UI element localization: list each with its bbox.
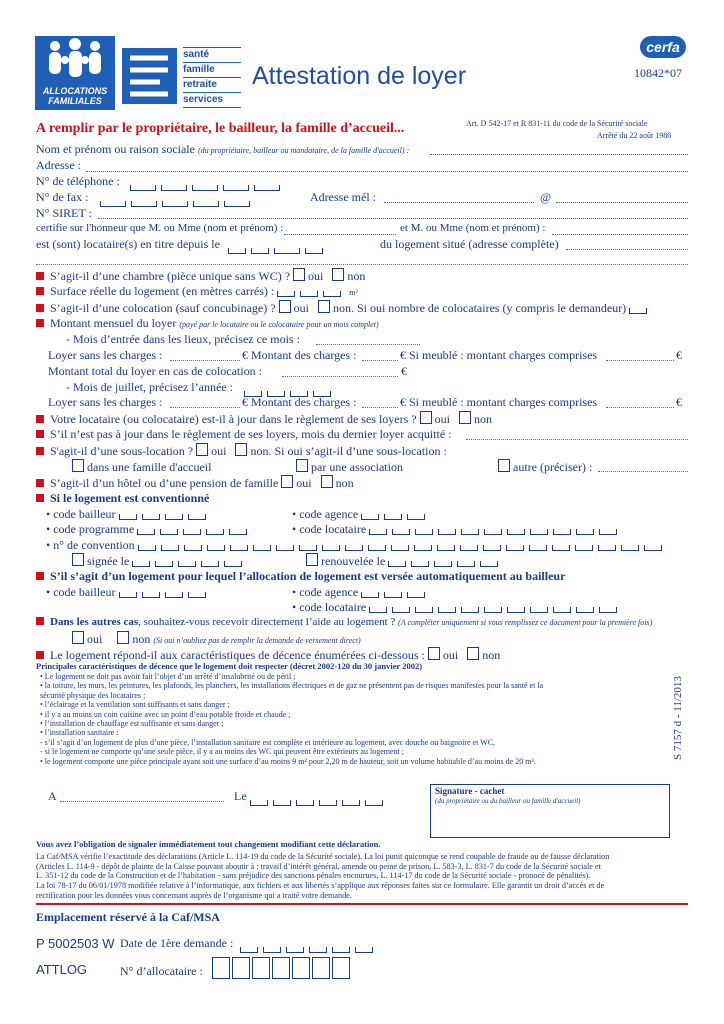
charges-field-2[interactable] [362, 407, 398, 408]
siret-label: N° SIRET : [36, 206, 92, 220]
q-not-paid: S’il n’est pas à jour dans le règlement de ses loyers, mois du dernier loyer acquitté : [36, 427, 452, 442]
caf-family-icon [35, 36, 115, 86]
legal-para-2 [36, 881, 604, 900]
bullet-square [36, 447, 44, 455]
legal-line: (Articles L. 114-9 - dépôt de plainte de la Caisse pouvant aboutir à : travail d’intérêt général, amende ou peine de prison, L. 583-3, L. 831-7 du code de la Sécurité sociale et [36, 861, 601, 871]
coloc-count-field[interactable] [629, 303, 652, 318]
q-auto: S’il s’agit d’un logement pour lequel l’allocation de logement est versée automatiquement au bailleur [36, 569, 565, 584]
decency-non-checkbox[interactable] [467, 647, 479, 660]
housing-label: du logement situé (adresse complète) [380, 237, 559, 251]
tenant1-field[interactable] [284, 234, 396, 235]
uptodate-non-checkbox[interactable] [459, 411, 471, 424]
email-label: Adresse mél : [310, 190, 376, 204]
siret-field[interactable] [98, 218, 688, 219]
name-field[interactable] [430, 154, 688, 155]
bullet-square [36, 319, 44, 327]
surface-field[interactable] [277, 286, 346, 301]
auto-code-bailleur-row: • code bailleur [46, 585, 211, 602]
euro-total: € [401, 364, 407, 378]
msa-line-1: santé [183, 47, 241, 62]
bullet-square [36, 572, 44, 580]
auto-code-agence-row: • code agence [292, 585, 430, 602]
page-title: Attestation de loyer [252, 62, 467, 90]
charges-label-2: € Montant des charges : [242, 395, 357, 409]
alloc-field[interactable] [212, 957, 352, 979]
and-label: et M. ou Mme (nom et prénom) : [400, 222, 546, 234]
legal-line: L. 351-12 du code de la Construction et de l’habitation - sans préjudice des sanctions pénales encourues, L. 114-17 du code de la Sécurité sociale - pronocé de pénalités). [36, 871, 591, 880]
name-note: (du propriétaire, bailleur ou mandataire, de la famille d'accueil) : [197, 146, 410, 155]
cerfa-number: 10842*07 [634, 66, 682, 80]
code-locataire-row: • code locataire [292, 522, 622, 539]
msa-line-4: services [183, 92, 241, 108]
july-label: - Mois de juillet, précisez l’année : [66, 380, 233, 394]
bullet-square [36, 287, 44, 295]
signature-note: (du propriétaire ou du bailleur ou famille d'accueil) [435, 797, 581, 805]
msa-services [183, 47, 241, 108]
rent-without-field-2[interactable] [170, 407, 240, 408]
principle-item: - si le logement ne comporte qu’une seule pièce, il y a au moins des WC qui peuvent être extérieurs au logement ; [40, 747, 404, 757]
certify-label: certifie sur l'honneur que M. ou Mme (nom et prénom) : [36, 222, 284, 234]
cerfa-logo: cerfa [640, 36, 686, 58]
principle-item: • le logement comporte une pièce principale ayant soit une surface d’au moins 9 m² pour 2,20 m de hauteur, soit un volume habitable d’au moins de 20 m³. [40, 756, 536, 766]
q-sublet: S'agit-il d’une sous-location ? oui non. Si oui s’agit-il d’une sous-location : [36, 443, 447, 459]
msa-line-2: famille [183, 62, 241, 77]
euro-2: € [676, 395, 682, 409]
reserved-code-1: P 5002503 W [36, 936, 115, 951]
room-oui-checkbox[interactable] [293, 268, 305, 281]
phone-field[interactable] [130, 178, 285, 195]
direct-oui-checkbox[interactable] [72, 631, 84, 644]
furnished-label-1: € Si meublé : montant charges comprises [400, 348, 598, 362]
address-label: Adresse : [36, 158, 81, 172]
legal-line: La Caf/MSA vérifie l’exactitude des déclarations (Article L. 114-19 du code de la Sécurité sociale). La loi punit quiconque se rend coupable de fraude ou de fausse déclaration [36, 852, 610, 861]
q-up-to-date: Votre locataire (ou colocataire) est-il à jour dans le règlement de ses loyers ? oui non [36, 411, 492, 427]
coloc-non-checkbox[interactable] [318, 300, 330, 313]
address-field[interactable] [86, 171, 688, 172]
phone-label: N° de téléphone : [36, 174, 120, 188]
le-label: Le [234, 789, 247, 803]
email-at: @ [540, 190, 552, 204]
msa-logo-icon [122, 48, 177, 104]
signature-title: Signature - cachet [435, 786, 505, 796]
euro-1: € [676, 348, 682, 362]
principle-item: • la toiture, les murs, les peintures, les plafonds, les planchers, les installations électriques et de gaz ne présentent pas de risques manifestes pour la santé et la [40, 681, 544, 691]
direct-non-checkbox[interactable] [117, 631, 129, 644]
msa-line-3: retraite [183, 77, 241, 92]
principle-item: sécurité physique des locataires ; [40, 690, 146, 700]
sublet-family: dans une famille d'accueil [72, 459, 211, 475]
email-field-user[interactable] [384, 202, 534, 203]
bullet-square [36, 617, 44, 625]
signee-row: signée le [72, 553, 247, 571]
q-room: S’agit-il d’une chambre (pièce unique sans WC) ? oui non [36, 268, 365, 284]
month-entry-label: - Mois d’entrée dans les lieux, précisez ce mois : [66, 332, 300, 346]
principle-item: • Le logement ne doit pas avoir fait l’objet d’un arrêté d’insalubrité ou de péril ; [40, 672, 296, 681]
association-checkbox[interactable] [296, 459, 308, 472]
caf-logo [35, 36, 115, 110]
bullet-square [36, 494, 44, 502]
sign-date-field[interactable] [250, 793, 388, 810]
uptodate-oui-checkbox[interactable] [420, 411, 432, 424]
name-label: Nom et prénom ou raison sociale [36, 142, 195, 156]
q-hotel: S’agit-il d’un hôtel ou d’une pension de famille oui non [36, 475, 354, 491]
rent-without-field-1[interactable] [170, 360, 240, 361]
auto-code-locataire-row: • code locataire [292, 600, 622, 617]
code-locataire-field[interactable] [369, 524, 622, 539]
a-label: A [48, 789, 57, 803]
auto-code-locataire-field[interactable] [369, 602, 622, 617]
q-surface: Surface réelle du logement (en mètres carrés) : m² [36, 284, 358, 301]
bullet-square [36, 304, 44, 312]
charges-field-1[interactable] [362, 360, 398, 361]
caf-logo-text: ALLOCATIONS FAMILIALES [42, 86, 108, 106]
principles-list [40, 672, 543, 766]
principles-heading: Principales caractéristiques de décence que le logement doit respecter (décret 2002-120 du 30 janvier 2002) [36, 661, 423, 671]
bullet-square [36, 479, 44, 487]
signee-checkbox[interactable] [72, 553, 84, 566]
q-rent: Montant mensuel du loyer (payé par le locataire ou le colocataire pour un mois complet) [36, 316, 379, 331]
code-agence-row: • code agence [292, 507, 430, 524]
q-decency: Le logement répond-il aux caractéristiques de décence énumérées ci-dessous : oui non [36, 647, 500, 663]
code-bailleur-row: • code bailleur [46, 507, 211, 524]
housing-field-2[interactable] [36, 264, 688, 265]
code-programme-row: • code programme [46, 522, 252, 539]
fax-label: N° de fax : [36, 190, 89, 204]
q-coloc: S’agit-il d’une colocation (sauf concubinage) ? oui non. Si oui nombre de colocataires (y compris le demandeur) [36, 300, 652, 318]
legal-line: rectification pour les données vous concernant auprès de l’organisme qui a traité votre demande. [36, 890, 352, 900]
hotel-oui-checkbox[interactable] [281, 475, 293, 488]
charges-label-1: € Montant des charges : [242, 348, 357, 362]
legal-para-1 [36, 852, 609, 881]
principle-item: • il y a au moins un coin cuisine avec un point d’eau potable froide et chaude ; [40, 709, 291, 719]
last-paid-field[interactable] [466, 439, 688, 440]
bullet-square [36, 651, 44, 659]
hotel-non-checkbox[interactable] [321, 475, 333, 488]
q-conventionne: Si le logement est conventionné [36, 491, 209, 506]
reserved-code-2: ATTLOG [36, 962, 88, 977]
date-first-field[interactable] [240, 940, 378, 957]
bullet-square [36, 430, 44, 438]
msa-logo [122, 48, 177, 104]
tenant2-field[interactable] [552, 234, 688, 235]
family-checkbox[interactable] [72, 459, 84, 472]
rent-without-label-2: Loyer sans les charges : [48, 395, 163, 409]
auto-code-bailleur-field[interactable] [119, 587, 211, 602]
sublet-oui-checkbox[interactable] [196, 443, 208, 456]
fax-field[interactable] [100, 194, 255, 211]
tenant-since-label: est (sont) locataire(s) en titre depuis le [36, 237, 220, 251]
reserved-heading: Emplacement réservé à la Caf/MSA [36, 910, 220, 924]
other-cases-answers: oui non (Si oui n’oubliez pas de remplir la demande de versement direct) [72, 631, 361, 647]
decency-oui-checkbox[interactable] [428, 647, 440, 660]
divider [36, 903, 688, 905]
principle-item: • l’installation de chauffage est suffisante et sans danger ; [40, 719, 224, 729]
other-checkbox[interactable] [498, 459, 510, 472]
room-non-checkbox[interactable] [332, 268, 344, 281]
place-field[interactable] [60, 801, 224, 802]
furnished-field-1[interactable] [606, 360, 674, 361]
sublet-non-checkbox[interactable] [235, 443, 247, 456]
principle-item: • l’éclairage et la ventilation sont suffisants et sans danger ; [40, 700, 230, 710]
total-coloc-label: Montant total du loyer en cas de colocation : [48, 364, 262, 378]
section-heading: A remplir par le propriétaire, le bailleur, la famille d’accueil... [36, 121, 405, 136]
code-programme-field[interactable] [137, 524, 252, 539]
total-coloc-field[interactable] [282, 376, 398, 377]
principle-item: • l’installation sanitaire : [40, 728, 119, 738]
alloc-label: N° d’allocataire : [120, 964, 203, 978]
sublet-other: autre (préciser) : [498, 459, 592, 475]
housing-field[interactable] [566, 249, 688, 250]
q-other-cases: Dans les autres cas, souhaitez-vous recevoir directement l’aide au logement ? (A compléter uniquement si vous remplissez ce document pour la première fois) [36, 616, 652, 628]
sublet-association: par une association [296, 459, 403, 475]
arrete: Arrêté du 22 août 1986 [597, 131, 672, 140]
signature-box[interactable] [430, 784, 670, 838]
renouvelee-row: renouvelée le [306, 553, 503, 571]
renouvelee-checkbox[interactable] [306, 553, 318, 566]
email-field-domain[interactable] [556, 202, 688, 203]
name-row [36, 142, 409, 157]
legal-line: La loi 78-17 du 06/01/1978 modifiée relative à l’informatique, aux fichiers et aux libertés s’applique aux réponses faites sur ce formulaire. Elle garantit un droit d’accès et de [36, 881, 605, 890]
convention-row: • n° de convention [46, 538, 667, 555]
other-field[interactable] [598, 471, 688, 472]
furnished-label-2: € Si meublé : montant charges comprises [400, 395, 598, 409]
date-first-label: Date de 1ère demande : [120, 936, 234, 950]
principle-item: - s’il s’agit d’un logement de plus d’une pièce, l’installation sanitaire est complète et intérieure au logement, avec douche ou baignoire et WC, [40, 737, 496, 747]
tenant-since-field[interactable] [228, 241, 328, 258]
obligation: Vous avez l’obligation de signaler immédiatement tout changement modifiant cette déclaration. [36, 839, 381, 849]
bullet-square [36, 415, 44, 423]
side-code: S 7157 d - 11/2013 [672, 676, 684, 760]
bullet-square [36, 272, 44, 280]
furnished-field-2[interactable] [606, 407, 674, 408]
coloc-oui-checkbox[interactable] [279, 300, 291, 313]
legal-ref: Art. D 542-17 et R 831-11 du code de la Sécurité sociale [466, 119, 648, 128]
month-entry-field[interactable] [316, 344, 420, 345]
rent-without-label-1: Loyer sans les charges : [48, 348, 163, 362]
